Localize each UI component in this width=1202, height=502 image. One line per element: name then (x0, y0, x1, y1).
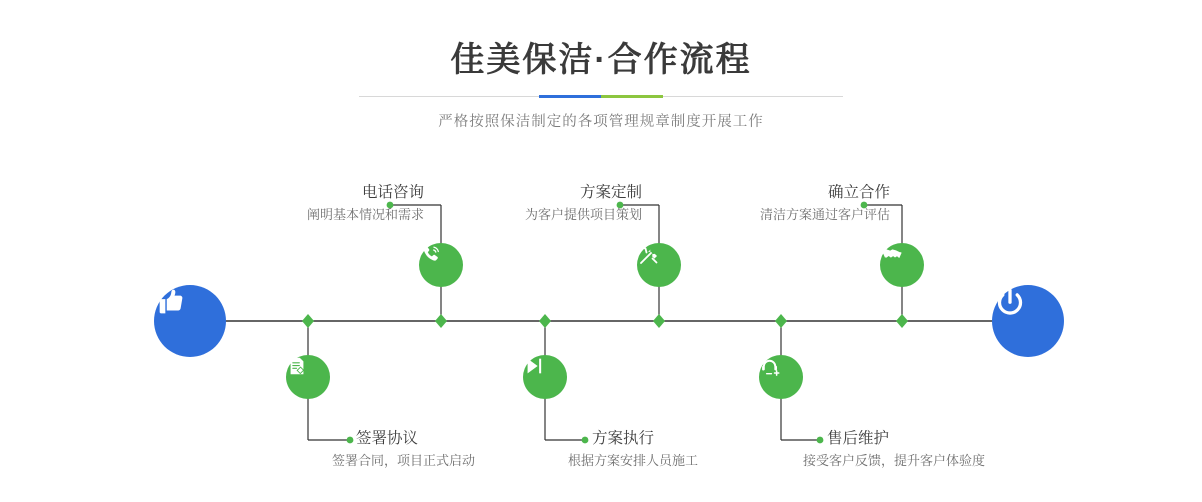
step-node-5[interactable] (880, 243, 924, 287)
step-title-2: 签署协议 (356, 430, 419, 447)
step-label-2 (332, 428, 586, 472)
step-title-4: 方案执行 (592, 430, 655, 447)
step-title-3: 方案定制 (579, 184, 642, 201)
step-desc-1: 阐明基本情况和需求 (306, 207, 424, 222)
step-desc-2: 签署合同，项目正式启动 (332, 453, 476, 468)
step-label-5 (712, 182, 908, 226)
step-node-6[interactable] (759, 355, 803, 399)
step-node-3[interactable] (637, 243, 681, 287)
step-desc-4: 根据方案安排人员施工 (568, 453, 699, 468)
step-node-1[interactable] (419, 243, 463, 287)
step-title-5: 确立合作 (827, 184, 890, 201)
step-node-4[interactable] (523, 355, 567, 399)
step-desc-3: 为客户提供项目策划 (524, 207, 642, 222)
step-label-3 (470, 182, 660, 226)
step-label-1 (252, 182, 442, 226)
step-node-2[interactable] (286, 355, 330, 399)
flow-end-endpoint (992, 285, 1064, 357)
page-title: 佳美保洁·合作流程 (450, 41, 752, 79)
page-subtitle: 严格按照保洁制定的各项管理规章制度开展工作 (438, 114, 764, 130)
flow-start-endpoint (154, 285, 226, 357)
step-desc-6: 接受客户反馈，提升客户体验度 (803, 453, 986, 468)
step-label-6 (803, 428, 1087, 472)
step-title-6: 售后维护 (827, 430, 890, 447)
step-title-1: 电话咨询 (361, 184, 424, 201)
step-desc-5: 清洁方案通过客户评估 (759, 207, 890, 222)
